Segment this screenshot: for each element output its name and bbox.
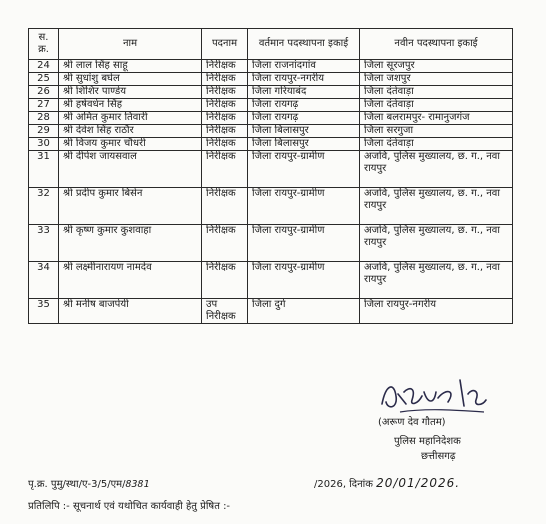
date-line <box>314 476 460 490</box>
cell-current: जिला रायगढ़ <box>248 112 360 125</box>
cell-rank: निरीक्षक <box>202 112 248 125</box>
cell-name: श्री हर्षवर्धन सिंह <box>59 99 202 112</box>
table-row <box>29 125 513 138</box>
cell-serial: 33 <box>29 225 59 262</box>
cell-rank: निरीक्षक <box>202 225 248 262</box>
table-row <box>29 60 513 73</box>
reference-prefix: पृ.क्र. पुमु/स्था/ए-3/5/एम/ <box>28 479 126 490</box>
cell-current: जिला रायपुर-ग्रामीण <box>248 262 360 299</box>
cell-new: अजवि, पुलिस मुख्यालय, छ. ग., नवा रायपुर <box>360 262 513 299</box>
cell-current: जिला रायगढ़ <box>248 99 360 112</box>
cell-serial: 32 <box>29 188 59 225</box>
cell-name: श्री सुधांशु बघेल <box>59 73 202 86</box>
cell-serial: 28 <box>29 112 59 125</box>
cell-current: जिला रायपुर-नगरीय <box>248 73 360 86</box>
cell-serial: 25 <box>29 73 59 86</box>
cell-rank: निरीक्षक <box>202 138 248 151</box>
header-name: नाम <box>59 29 202 60</box>
cell-new: जिला दंतेवाड़ा <box>360 138 513 151</box>
cell-serial: 34 <box>29 262 59 299</box>
cell-serial: 31 <box>29 151 59 188</box>
table-row <box>29 73 513 86</box>
posting-table-container <box>28 28 512 324</box>
header-rank: पदनाम <box>202 29 248 60</box>
table-row <box>29 262 513 299</box>
cell-new: जिला दंतेवाड़ा <box>360 86 513 99</box>
cell-name: श्री मनीष बाजपेयी <box>59 299 202 324</box>
cell-new: जिला बलरामपुर- रामानुजगंज <box>360 112 513 125</box>
posting-table <box>28 28 513 324</box>
cell-current: जिला रायपुर-ग्रामीण <box>248 225 360 262</box>
table-row <box>29 112 513 125</box>
signatory-designation: पुलिस महानिदेशक <box>394 436 461 447</box>
reference-line <box>28 476 150 490</box>
copy-line: प्रतिलिपि :- सूचनार्थ एवं यथोचित कार्यवाही हेतु प्रेषित :- <box>28 501 231 512</box>
table-row <box>29 99 513 112</box>
table-row <box>29 138 513 151</box>
reference-number: 8381 <box>125 479 150 490</box>
cell-serial: 24 <box>29 60 59 73</box>
cell-serial: 27 <box>29 99 59 112</box>
cell-current: जिला दुर्ग <box>248 299 360 324</box>
signatory-state: छत्तीसगढ़ <box>421 451 456 462</box>
table-row <box>29 225 513 262</box>
table-header-row <box>29 29 513 60</box>
cell-name: श्री प्रदीप कुमार बिसेन <box>59 188 202 225</box>
table-row <box>29 299 513 324</box>
cell-current: जिला रायपुर-ग्रामीण <box>248 151 360 188</box>
signatory-name: (अरूण देव गौतम) <box>378 417 446 428</box>
cell-name: श्री देवेश सिंह राठौर <box>59 125 202 138</box>
header-new-posting: नवीन पदस्थापना इकाई <box>360 29 513 60</box>
cell-serial: 35 <box>29 299 59 324</box>
cell-name: श्री अमित कुमार तिवारी <box>59 112 202 125</box>
cell-new: जिला सूरजपुर <box>360 60 513 73</box>
cell-new: अजवि, पुलिस मुख्यालय, छ. ग., नवा रायपुर <box>360 225 513 262</box>
cell-current: जिला बिलासपुर <box>248 125 360 138</box>
table-row <box>29 151 513 188</box>
cell-name: श्री लक्ष्मीनारायण नामदेव <box>59 262 202 299</box>
cell-name: श्री दीपेश जायसवाल <box>59 151 202 188</box>
cell-rank: निरीक्षक <box>202 151 248 188</box>
header-current-posting: वर्तमान पदस्थापना इकाई <box>248 29 360 60</box>
table-row <box>29 188 513 225</box>
cell-new: जिला सरगुजा <box>360 125 513 138</box>
cell-rank: निरीक्षक <box>202 60 248 73</box>
table-row <box>29 86 513 99</box>
cell-current: जिला रायपुर-ग्रामीण <box>248 188 360 225</box>
cell-current: जिला गरियाबंद <box>248 86 360 99</box>
cell-new: जिला रायपुर-नगरीय <box>360 299 513 324</box>
cell-serial: 29 <box>29 125 59 138</box>
cell-new: जिला जशपुर <box>360 73 513 86</box>
cell-serial: 26 <box>29 86 59 99</box>
cell-name: श्री विजय कुमार चौधरी <box>59 138 202 151</box>
date-value: 20/01/2026. <box>376 476 461 490</box>
cell-current: जिला बिलासपुर <box>248 138 360 151</box>
cell-name: श्री शिशिर पाण्डेय <box>59 86 202 99</box>
cell-serial: 30 <box>29 138 59 151</box>
cell-new: अजवि, पुलिस मुख्यालय, छ. ग., नवा रायपुर <box>360 151 513 188</box>
cell-current: जिला राजनांदगांव <box>248 60 360 73</box>
cell-rank: निरीक्षक <box>202 86 248 99</box>
cell-new: जिला दंतेवाड़ा <box>360 99 513 112</box>
date-prefix: /2026, दिनांक <box>314 479 373 490</box>
cell-name: श्री लाल सिंह साहू <box>59 60 202 73</box>
cell-rank: निरीक्षक <box>202 99 248 112</box>
header-serial: स. क्र. <box>29 29 59 60</box>
cell-rank: निरीक्षक <box>202 73 248 86</box>
cell-rank: निरीक्षक <box>202 125 248 138</box>
cell-name: श्री कृष्ण कुमार कुशवाहा <box>59 225 202 262</box>
cell-rank: निरीक्षक <box>202 262 248 299</box>
cell-rank: उप निरीक्षक <box>202 299 248 324</box>
cell-rank: निरीक्षक <box>202 188 248 225</box>
cell-new: अजवि, पुलिस मुख्यालय, छ. ग., नवा रायपुर <box>360 188 513 225</box>
